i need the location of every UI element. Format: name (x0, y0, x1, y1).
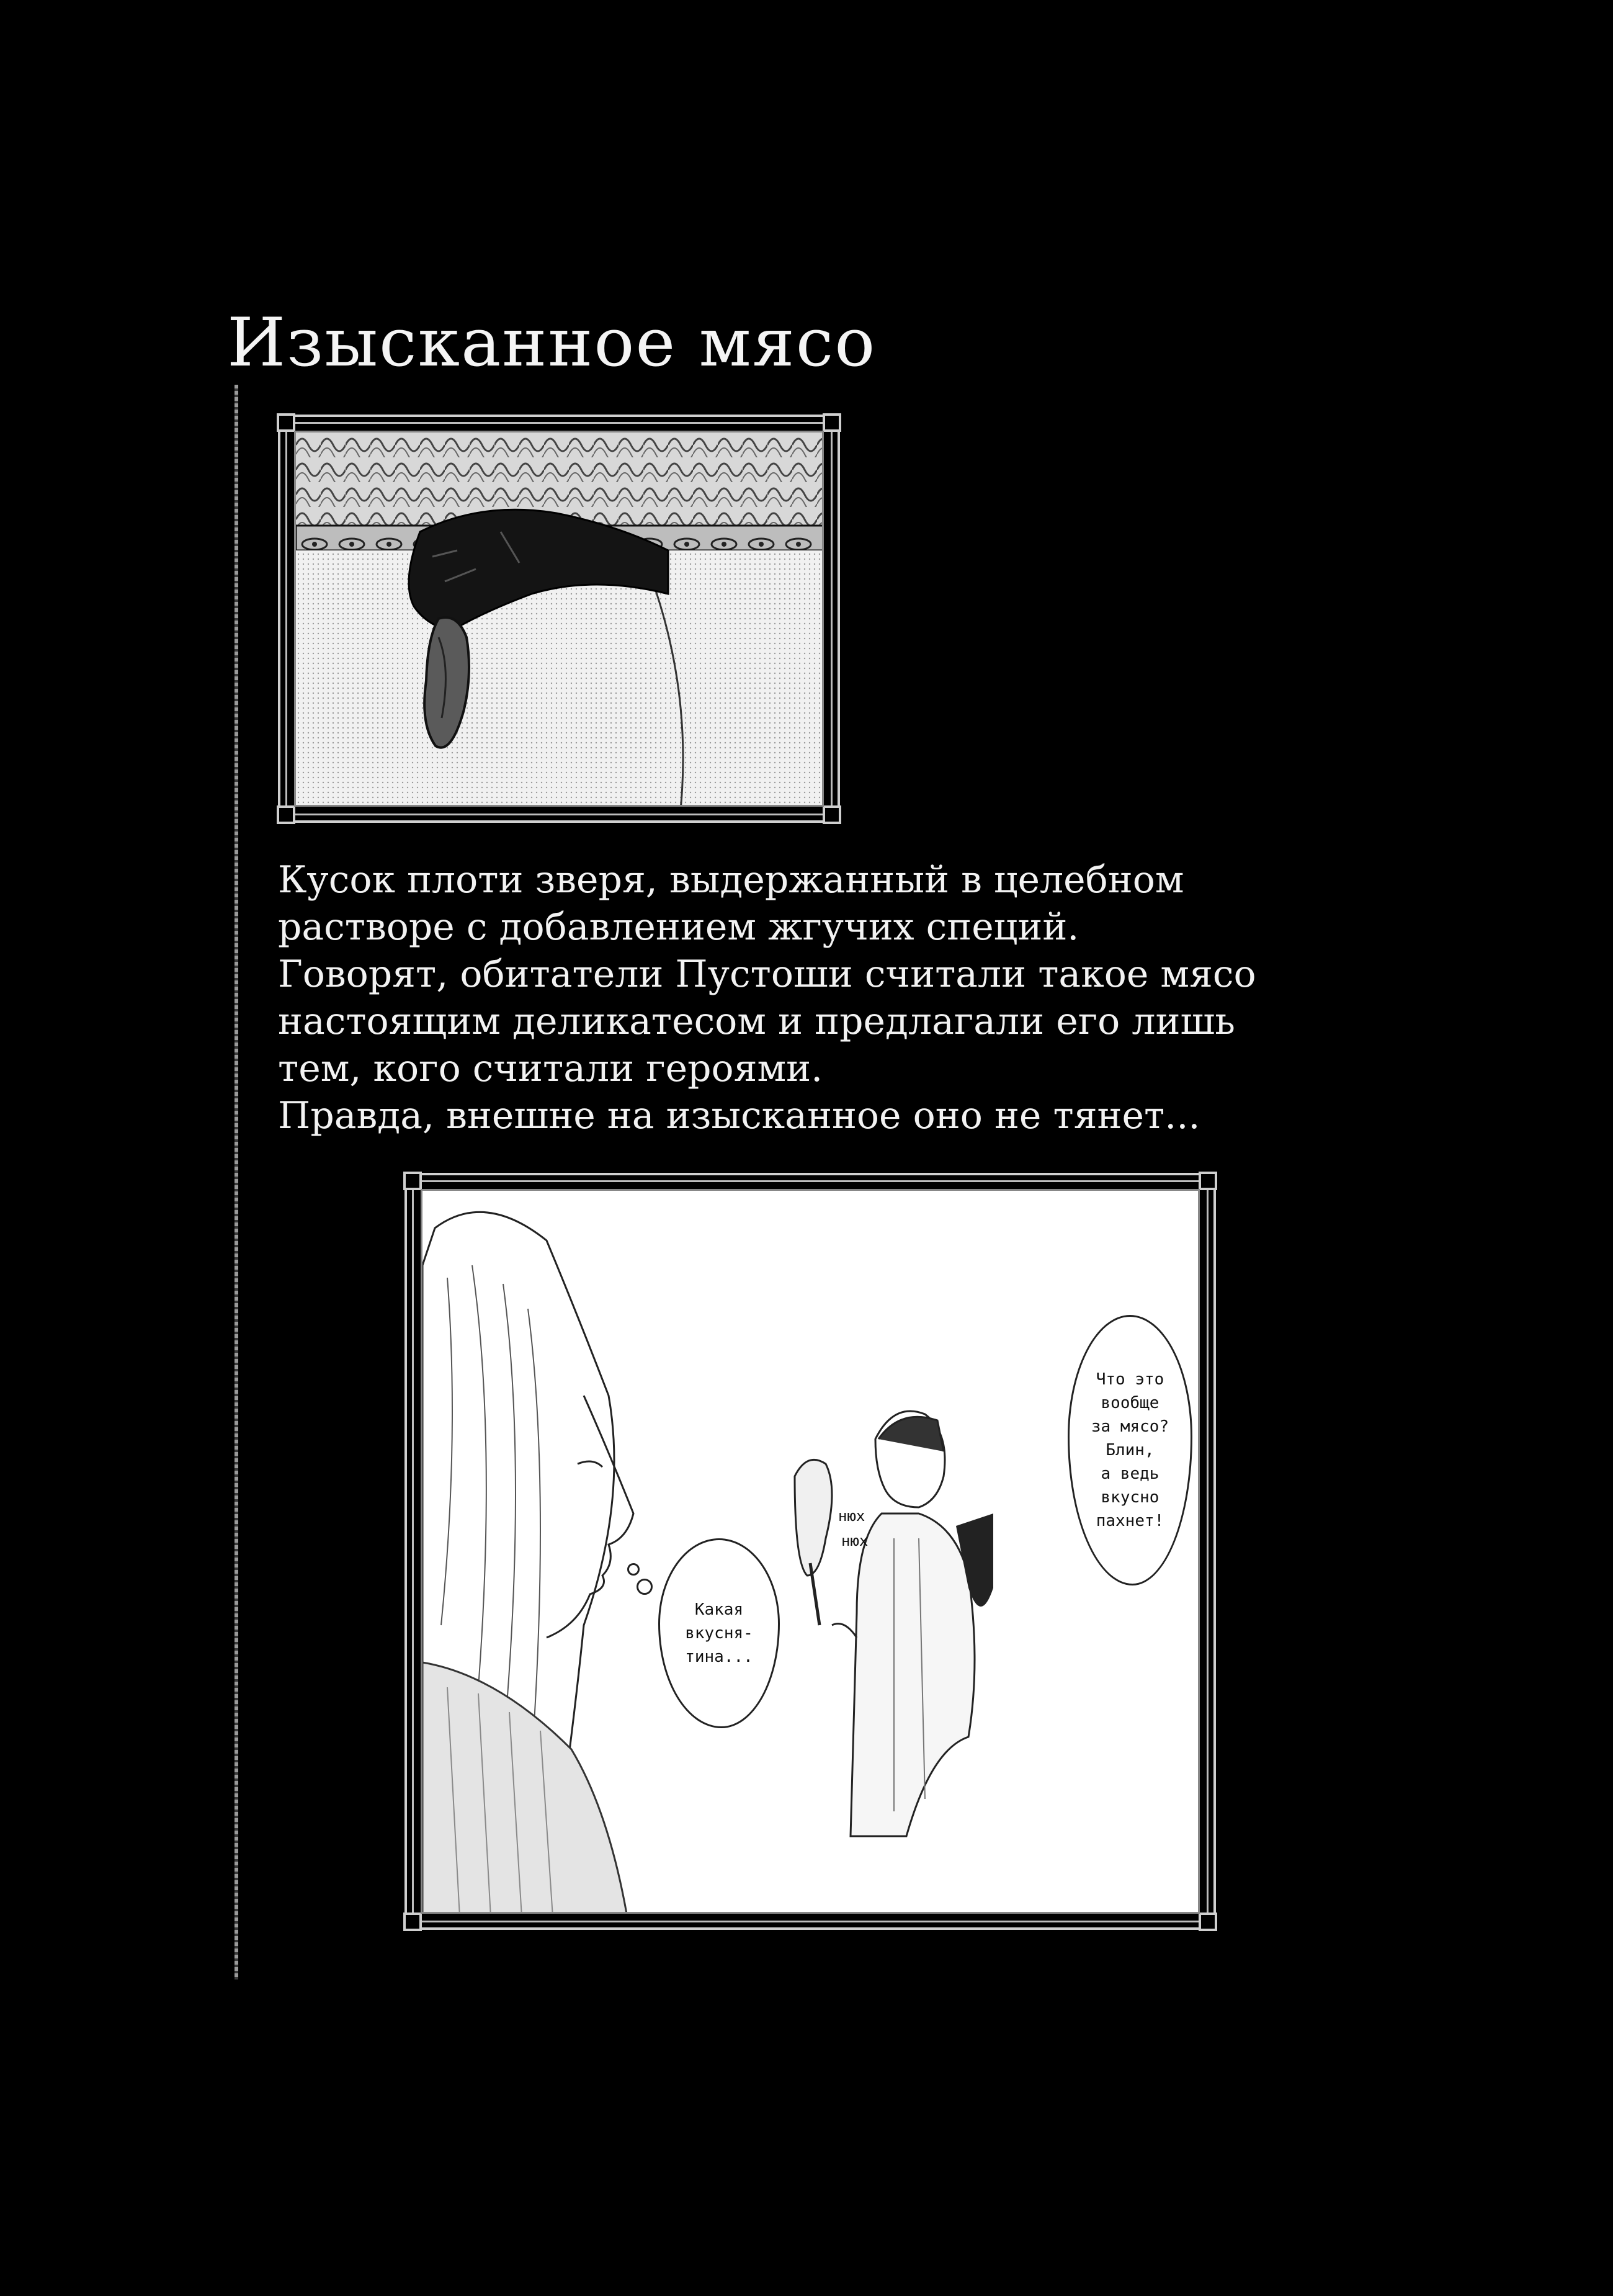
item-description (278, 856, 1333, 1139)
description-line: Кусок плоти зверя, выдержанный в целебном (278, 858, 1184, 902)
thought-dot (627, 1563, 640, 1576)
thought-dot (637, 1579, 653, 1595)
vertical-divider (235, 385, 238, 1980)
sniff-sfx-2: нюх (841, 1532, 869, 1549)
item-title: Изысканное мясо (227, 304, 877, 382)
comic-frame (404, 1173, 1216, 1930)
bubble-right-text: Что это вообще за мясо? Блин, а ведь вкусно пахнет! (1091, 1370, 1169, 1530)
meat-hand-illustration (296, 433, 824, 807)
sniff-sfx-1: нюх (838, 1507, 865, 1525)
bubble-left-text: Какая вкусня- тина... (685, 1600, 753, 1666)
illustration-frame-meat (278, 415, 840, 823)
drumstick (795, 1460, 832, 1576)
description-line: тем, кого считали героями. (278, 1047, 823, 1090)
man-body (851, 1513, 975, 1836)
description-line: растворе с добавлением жгучих специй. (278, 905, 1079, 949)
description-line: Правда, внешне на изысканное оно не тянет... (278, 1094, 1200, 1137)
description-line: Говорят, обитатели Пустоши считали такое мясо (278, 953, 1256, 996)
description-line: настоящим деликатесом и предлагали его лишь (278, 1000, 1235, 1043)
woman-face (547, 1396, 633, 1638)
comic-illustration (422, 1191, 1200, 1914)
